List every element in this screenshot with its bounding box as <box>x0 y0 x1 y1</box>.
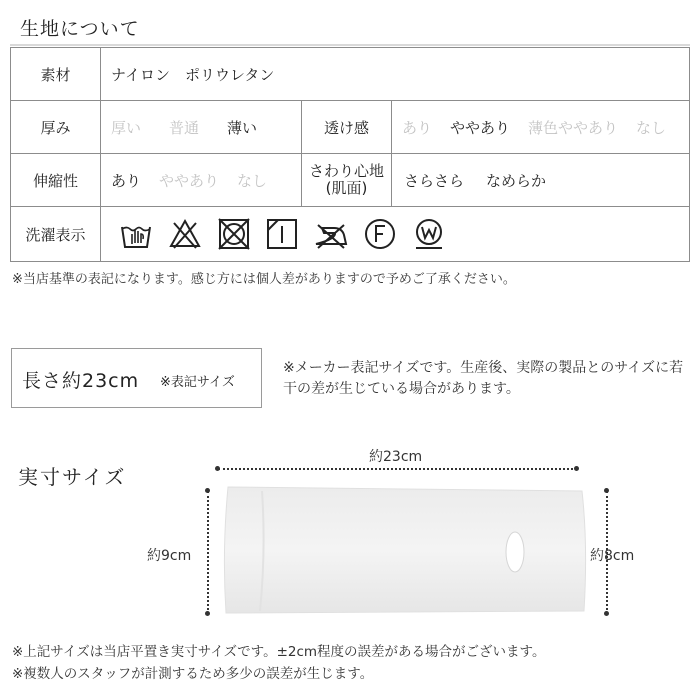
care-label: 洗濯表示 <box>11 207 101 262</box>
no-bleach-icon <box>168 217 202 251</box>
footnote: ※複数人のスタッフが計測するため多少の誤差が生じます。 <box>12 666 374 682</box>
thickness-option: 普通 <box>169 118 200 137</box>
fabric-spec-table <box>10 47 690 262</box>
right-height-label: 約8cm <box>590 548 635 564</box>
measure-endpoint <box>574 466 579 471</box>
length-value: 長さ約23cm <box>22 370 140 392</box>
stretch-option: なし <box>237 171 268 190</box>
fabric-note: ※当店基準の表記になります。感じ方には個人差がありますので予めご了承ください。 <box>12 272 516 287</box>
transparency-option: あり <box>402 118 433 137</box>
hand-wash-icon <box>119 217 153 251</box>
width-measure-line <box>218 468 577 470</box>
measure-endpoint <box>604 488 609 493</box>
transparency-option-selected: ややあり <box>450 118 511 137</box>
feel-value: さらさら <box>404 171 465 190</box>
fabric-section-title: 生地について <box>20 18 140 40</box>
stretch-option-selected: あり <box>111 171 142 190</box>
left-height-line <box>207 491 209 614</box>
thickness-label: 厚み <box>11 101 101 154</box>
material-value: ナイロン ポリウレタン <box>101 48 690 101</box>
left-height-label: 約9cm <box>147 548 192 564</box>
measure-endpoint <box>205 611 210 616</box>
feel-label <box>302 154 392 207</box>
title-divider <box>10 44 690 46</box>
actual-size-title: 実寸サイズ <box>18 465 127 489</box>
transparency-option: 薄色ややあり <box>528 118 619 137</box>
product-image <box>222 485 592 615</box>
stretch-option: ややあり <box>159 171 220 190</box>
feel-value: なめらか <box>486 171 547 190</box>
wet-clean-w-icon <box>412 217 446 251</box>
feel-label-line1: さわり心地 <box>308 162 384 180</box>
material-label: 素材 <box>11 48 101 101</box>
feel-label-line2: (肌面) <box>325 179 368 197</box>
thickness-option: 厚い <box>111 118 142 137</box>
feel-values <box>392 154 690 207</box>
right-height-line <box>606 491 608 614</box>
measure-endpoint <box>604 611 609 616</box>
transparency-options <box>392 101 690 154</box>
transparency-option: なし <box>636 118 667 137</box>
drip-dry-shade-icon <box>265 217 299 251</box>
no-tumble-dry-icon <box>217 217 251 251</box>
thickness-option-selected: 薄い <box>227 118 258 137</box>
no-iron-icon <box>314 217 348 251</box>
width-measure-label: 約23cm <box>369 449 423 465</box>
stretch-label: 伸縮性 <box>11 154 101 207</box>
dry-clean-f-icon <box>363 217 397 251</box>
measure-endpoint <box>205 488 210 493</box>
transparency-label: 透け感 <box>302 101 392 154</box>
footnote: ※上記サイズは当店平置き実寸サイズです。±2cm程度の誤差がある場合がございます。 <box>12 644 546 660</box>
length-box <box>11 348 262 408</box>
care-icons <box>101 207 690 262</box>
thickness-options <box>101 101 302 154</box>
maker-size-note: ※メーカー表記サイズです。生産後、実際の製品とのサイズに若干の差が生じている場合があります。 <box>283 360 684 397</box>
length-size-label: ※表記サイズ <box>160 375 235 390</box>
measure-endpoint <box>215 466 220 471</box>
stretch-options <box>101 154 302 207</box>
